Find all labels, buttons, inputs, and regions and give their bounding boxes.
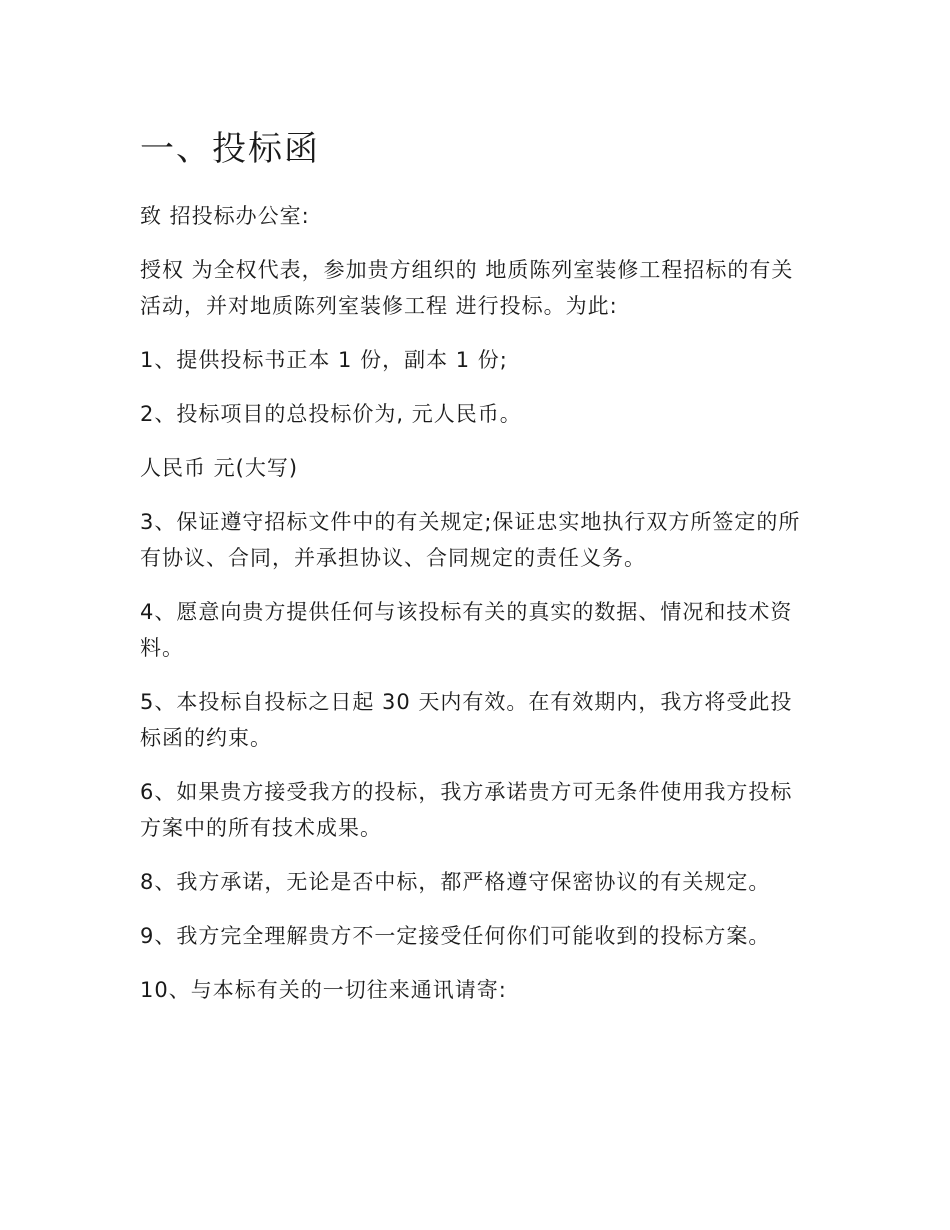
authorization-paragraph: 授权 为全权代表，参加贵方组织的 地质陈列室装修工程招标的有关活动，并对地质陈列室装修工程 进行投标。为此: — [140, 258, 794, 318]
clause-6: 6、如果贵方接受我方的投标，我方承诺贵方可无条件使用我方投标方案中的所有技术成果。 — [140, 780, 793, 840]
clause-3: 3、保证遵守招标文件中的有关规定;保证忠实地执行双方所签定的所有协议、合同，并承担协议、合同规定的责任义务。 — [140, 510, 801, 570]
document-body — [140, 124, 810, 1026]
addressee-line: 致 招投标办公室: — [140, 204, 310, 228]
clause-8: 8、我方承诺，无论是否中标，都严格遵守保密协议的有关规定。 — [140, 870, 771, 894]
clause-9: 9、我方完全理解贵方不一定接受任何你们可能收到的投标方案。 — [140, 924, 771, 948]
clause-2: 2、投标项目的总投标价为, 元人民币。 — [140, 402, 522, 426]
page-title: 一、投标函 — [140, 129, 320, 169]
amount-in-words-line: 人民币 元(大写) — [140, 456, 299, 480]
clause-10: 10、与本标有关的一切往来通讯请寄: — [140, 978, 507, 1002]
clause-5: 5、本投标自投标之日起 30 天内有效。在有效期内，我方将受此投标函的约束。 — [140, 690, 793, 750]
clause-4: 4、愿意向贵方提供任何与该投标有关的真实的数据、情况和技术资料。 — [140, 600, 793, 660]
clause-1: 1、提供投标书正本 1 份，副本 1 份; — [140, 348, 508, 372]
